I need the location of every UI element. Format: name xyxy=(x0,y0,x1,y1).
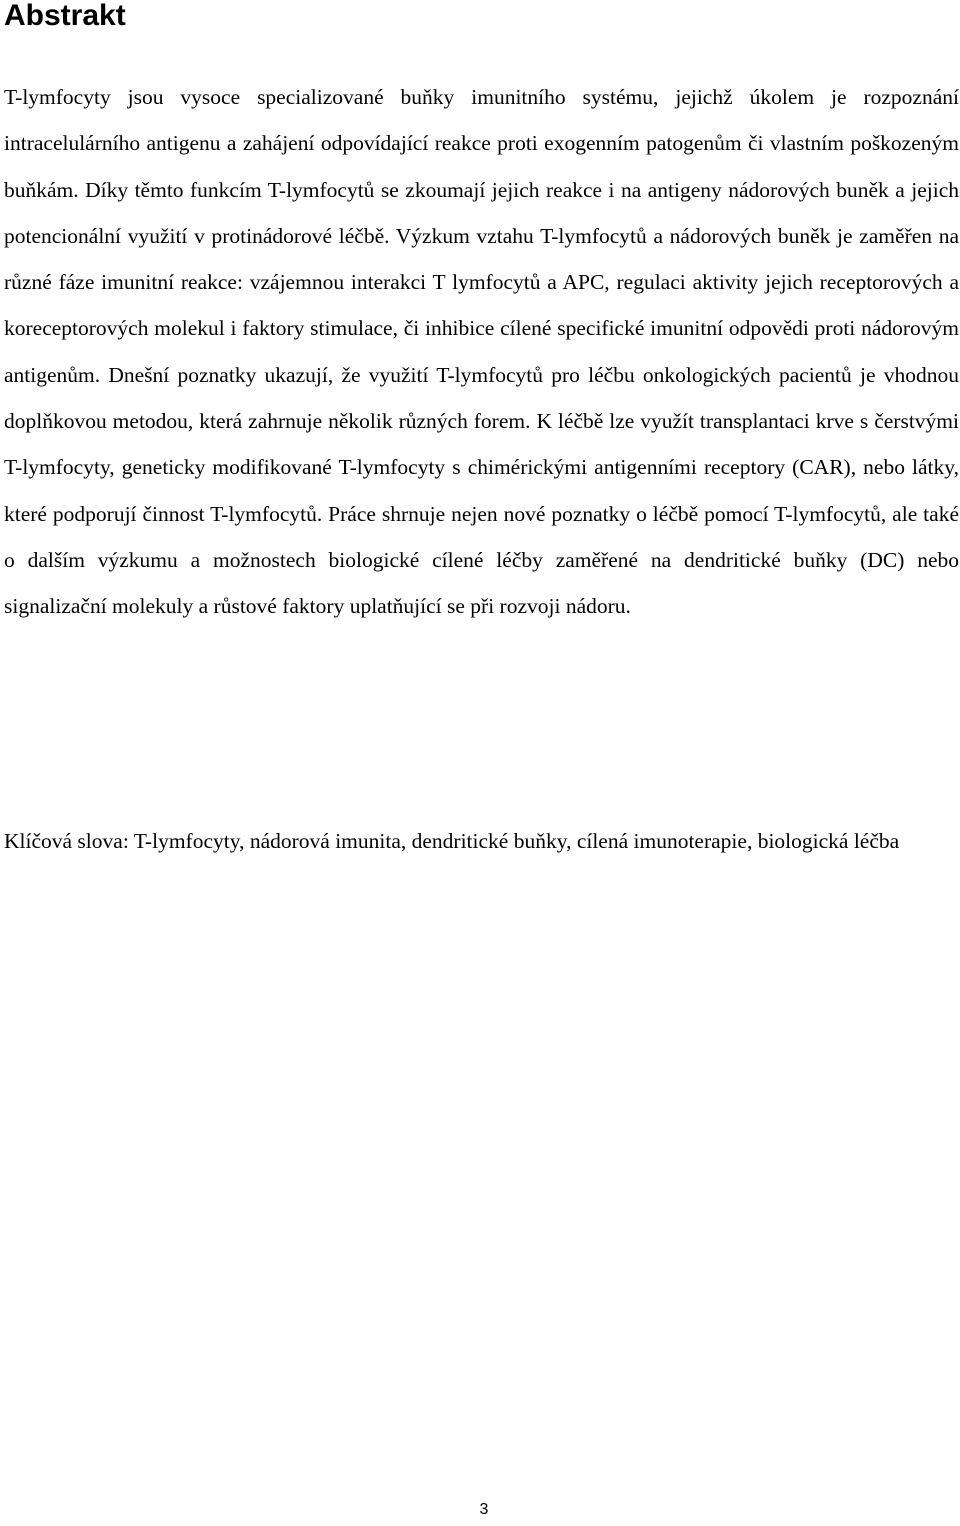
page-number: 3 xyxy=(479,1501,489,1518)
keywords-paragraph: Klíčová slova: T-lymfocyty, nádorová imunita, dendritické buňky, cílená imunoterapie, biologická léčba xyxy=(4,829,900,853)
abstract-paragraph: T-lymfocyty jsou vysoce specializované buňky imunitního systému, jejichž úkolem je rozpoznání intracelulárního antigenu a zahájení odpovídající reakce proti exogenním patogenům či vlastním poškozeným buňkám. Díky těmto funkcím T-lymfocytů se zkoumají jejich reakce i na antigeny nádorových buněk a jejich potencionální využití v protinádorové léčbě. Výzkum vztahu T-lymfocytů a nádorových buněk je zaměřen na různé fáze imunitní reakce: vzájemnou interakci T lymfocytů a APC, regulaci aktivity jejich receptorových a koreceptorových molekul i faktory stimulace, či inhibice cílené specifické imunitní odpovědi proti nádorovým antigenům. Dnešní poznatky ukazují, že využití T-lymfocytů pro léčbu onkologických pacientů je vhodnou doplňkovou metodou, která zahrnuje několik různých forem. K léčbě lze využít transplantaci krve s čerstvými T-lymfocyty, geneticky modifikované T-lymfocyty s chimérickými antigenními receptory (CAR), nebo látky, které podporují činnost T-lymfocytů. Práce shrnuje nejen nové poznatky o léčbě pomocí T-lymfocytů, ale také o dalším výzkumu a možnostech biologické cílené léčby zaměřené na dendritické buňky (DC) nebo signalizační molekuly a růstové faktory uplatňující se při rozvoji nádoru. xyxy=(4,85,959,619)
page-title: Abstrakt xyxy=(4,0,126,32)
